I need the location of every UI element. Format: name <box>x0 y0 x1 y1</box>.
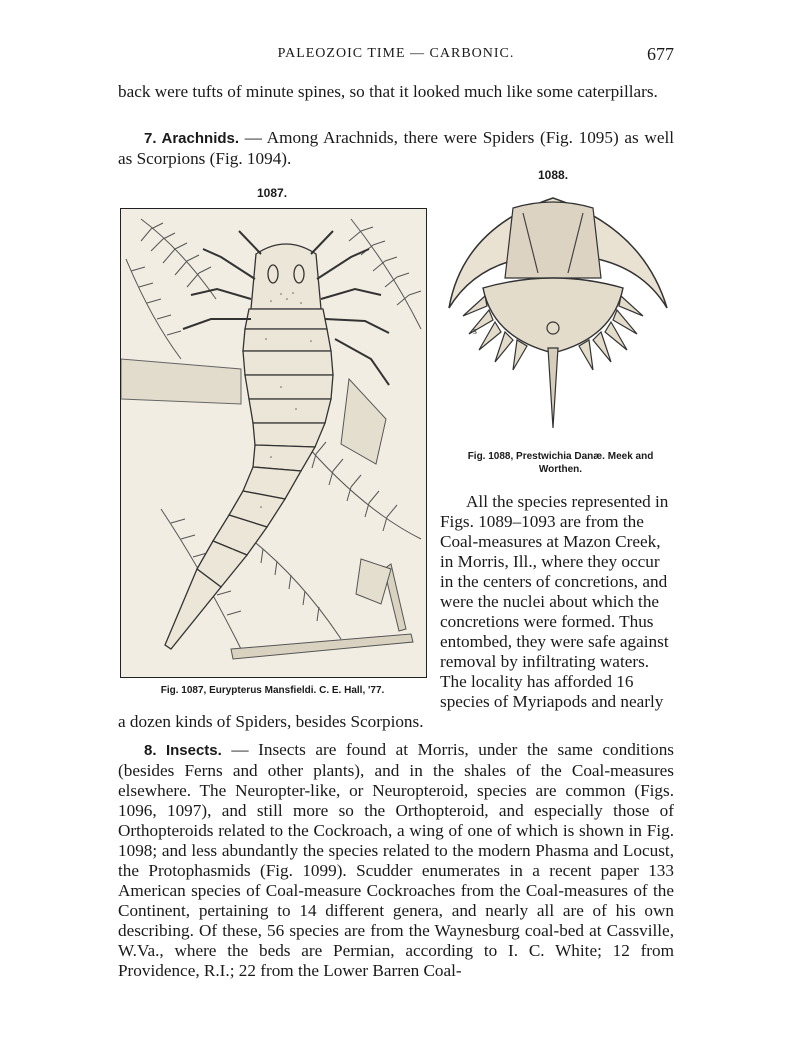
insects-text: — Insects are found at Morris, under the same conditions (besides Ferns and other plants), and in the shales of the Coal-measures elsewhere. The Neuropter-like, or Neuropteroid, species are common (Figs. 1096, 1097), and still more so the Orthopteroid, and especially those of Orthopteroids related to the Cockroach, a wing of one of which is shown in Fig. 1098; and less abundantly the species related to the modern Phasma and Locust, the Protophasmids (Fig. 1099). Scudder enumerates in a recent paper 133 American species of Coal-measure Cockroaches from the Coal-measures of the Continent, pertaining to 14 different genera, and nearly all are of his own describing. Of these, 56 species are from the Waynesburg coal-bed at Cassville, W.Va., where the beds are Permian, according to I. C. White; 12 from Providence, R.I.; 22 from the Lower Barren Coal- <box>118 740 674 980</box>
eurypterus-fossil-drawing <box>121 209 426 677</box>
figure-1087-caption: Fig. 1087, Eurypterus Mansfieldi. C. E. Hall, '77. <box>160 685 385 696</box>
species-line: species of Myriapods and nearly <box>440 692 664 711</box>
arachnids-text: — Among Arachnids, there were Spiders (Fig. 1095) as well as Scorpions (Fig. 1094). <box>118 128 674 168</box>
arachnids-paragraph <box>118 128 674 169</box>
figure-1088-number: 1088. <box>538 168 569 182</box>
figure-1088-label: s <box>473 326 477 337</box>
figure-1088-illustration <box>443 188 673 438</box>
figure-1088-caption: Fig. 1088, Prestwichia Danæ. Meek and Worthen. <box>467 451 654 475</box>
insects-paragraph <box>118 740 674 981</box>
species-line: Figs. 1089–1093 are from the <box>440 512 644 531</box>
page-number: 677 <box>647 44 674 64</box>
running-head: PALEOZOIC TIME — CARBONIC. <box>277 46 515 61</box>
species-line: The locality has afforded 16 <box>440 672 634 691</box>
species-line: concretions were formed. Thus <box>440 612 654 631</box>
species-line: entombed, they were safe against <box>440 632 669 651</box>
species-line: removal by infiltrating waters. <box>440 652 650 671</box>
species-line: in the centers of concretions, and <box>440 572 668 591</box>
species-line: were the nuclei about which the <box>440 592 660 611</box>
intro-paragraph: back were tufts of minute spines, so that it looked much like some caterpillars. <box>118 82 658 101</box>
species-paragraph <box>440 492 672 712</box>
species-line: All the species represented in <box>466 492 669 511</box>
figure-1087-illustration <box>120 208 427 678</box>
insects-heading: 8. Insects. <box>144 742 222 759</box>
arachnids-heading: 7. Arachnids. <box>144 130 240 147</box>
page-header <box>118 44 674 68</box>
figure-1087-number: 1087. <box>257 186 288 200</box>
species-line: in Morris, Ill., where they occur <box>440 552 660 571</box>
species-line: Coal-measures at Mazon Creek, <box>440 532 661 551</box>
prestwichia-fossil-drawing <box>443 188 673 438</box>
species-continuation: a dozen kinds of Spiders, besides Scorpions. <box>118 712 424 731</box>
